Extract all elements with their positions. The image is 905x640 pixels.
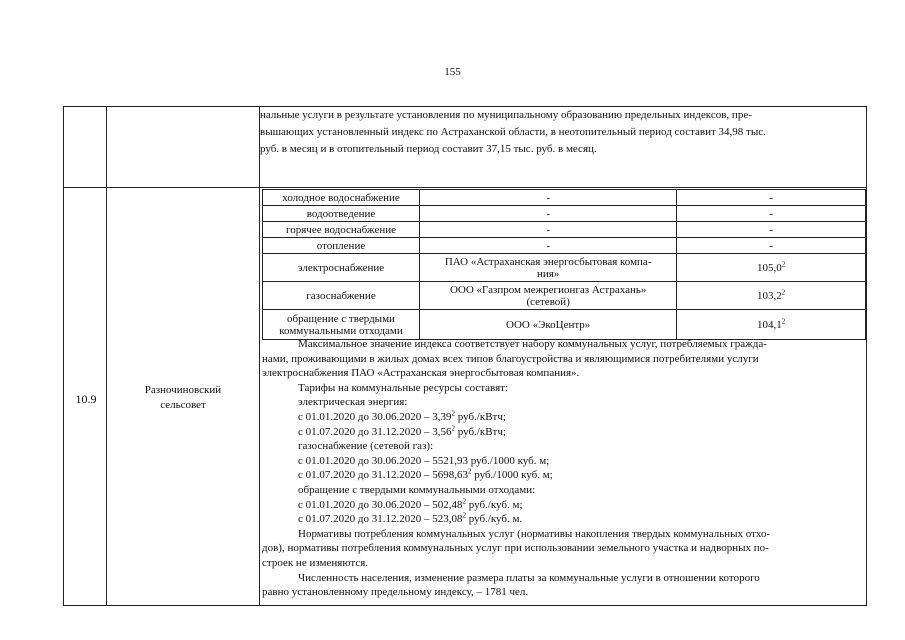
service-index: - bbox=[677, 222, 866, 238]
text-line: дов), нормативы потребления коммунальных услуг при использовании земельного участка и надворных по- bbox=[262, 542, 769, 555]
service-index: - bbox=[677, 206, 866, 222]
municipality-name bbox=[108, 383, 258, 413]
footnote-mark: 2 bbox=[462, 511, 466, 520]
provider-line: ООО «Газпром межрегионгаз Астрахань» bbox=[449, 283, 647, 296]
footnote-mark: 2 bbox=[781, 316, 786, 325]
tariff-line bbox=[262, 512, 866, 527]
tariff-line bbox=[262, 498, 866, 513]
index-value: 104,1 bbox=[757, 318, 782, 331]
tariff-group-title: газоснабжение (сетевой газ): bbox=[298, 440, 434, 453]
footnote-mark: 2 bbox=[451, 423, 455, 432]
service-name: водоотведение bbox=[263, 206, 420, 222]
service-name: горячее водоснабжение bbox=[263, 222, 420, 238]
text-line: руб. в месяц и в отопительный период составит 37,15 тыс. руб. в месяц. bbox=[260, 143, 597, 155]
provider-line: ПАО «Астраханская энергосбытовая компа- bbox=[444, 255, 652, 268]
text-line: электроснабжения ПАО «Астраханская энергосбытовая компания». bbox=[262, 367, 580, 380]
service-row bbox=[263, 222, 866, 238]
tariff-line bbox=[262, 454, 866, 469]
tariff-unit: руб./1000 куб. м; bbox=[471, 469, 553, 482]
service-name-line: коммунальными отходами bbox=[279, 324, 403, 337]
footnote-mark: 2 bbox=[467, 467, 472, 476]
service-provider: - bbox=[420, 190, 677, 206]
tariff-group-title: обращение с твердыми коммунальными отходами: bbox=[298, 483, 536, 496]
row-divider bbox=[64, 187, 866, 188]
tariff-line bbox=[262, 425, 866, 440]
service-row bbox=[263, 310, 866, 340]
text-line: Нормативы потребления коммунальных услуг (нормативы накопления твердых коммунальных отхо- bbox=[298, 527, 771, 540]
service-row bbox=[263, 238, 866, 254]
service-provider: - bbox=[420, 238, 677, 254]
tariff-text: с 01.01.2020 до 30.06.2020 – 5521,93 руб./1000 куб. м; bbox=[298, 454, 550, 467]
document-table bbox=[63, 106, 867, 606]
services-table bbox=[262, 189, 866, 340]
service-row bbox=[263, 254, 866, 282]
description-text bbox=[262, 337, 866, 600]
text-line: нальные услуги в результате установления по муниципальному образованию предельных индексов, пре- bbox=[260, 109, 752, 121]
service-provider: - bbox=[420, 206, 677, 222]
tariff-text: с 01.07.2020 до 31.12.2020 – 5698,63 bbox=[298, 469, 468, 482]
tariff-unit: руб./кВтч; bbox=[454, 425, 506, 438]
service-name-line: обращение с твердыми bbox=[287, 312, 395, 325]
tariff-text: с 01.07.2020 до 31.12.2020 – 3,56 bbox=[298, 425, 452, 438]
service-index: - bbox=[677, 238, 866, 254]
tariff-unit: руб./кВтч; bbox=[454, 410, 506, 423]
service-provider bbox=[420, 254, 677, 282]
column-divider bbox=[259, 107, 260, 605]
service-name: газоснабжение bbox=[263, 282, 420, 310]
service-row bbox=[263, 190, 866, 206]
service-provider: - bbox=[420, 222, 677, 238]
text-line: строек не изменяются. bbox=[262, 556, 369, 569]
municipality-name-line: Разночиновский bbox=[144, 384, 222, 396]
tariff-text: с 01.07.2020 до 31.12.2020 – 523,08 bbox=[298, 513, 463, 526]
text-line: равно установленному предельному индексу, – 1781 чел. bbox=[262, 586, 529, 599]
text-line: Максимальное значение индекса соответствует набору коммунальных услуг, потребляемых гражда- bbox=[298, 338, 767, 350]
text-line: Численность населения, изменение размера платы за коммунальные услуги в отношении которого bbox=[298, 571, 760, 584]
service-provider bbox=[420, 282, 677, 310]
municipality-name-line: сельсовет bbox=[160, 399, 206, 411]
text-line: нами, проживающими в жилых домах всех типов благоустройства и являющимися потребителями услуги bbox=[262, 352, 759, 365]
tariffs-heading: Тарифы на коммунальные ресурсы составят: bbox=[298, 381, 509, 394]
service-name: отопление bbox=[263, 238, 420, 254]
provider-line: ния» bbox=[536, 267, 560, 280]
tariff-unit: руб./куб. м. bbox=[465, 513, 523, 526]
tariff-line bbox=[262, 468, 866, 483]
index-value: 103,2 bbox=[757, 289, 782, 302]
service-row bbox=[263, 206, 866, 222]
footnote-mark: 2 bbox=[451, 409, 455, 418]
tariff-text: с 01.01.2020 до 30.06.2020 – 502,48 bbox=[298, 498, 463, 511]
service-index bbox=[677, 254, 866, 282]
service-row bbox=[263, 282, 866, 310]
footnote-mark: 2 bbox=[462, 496, 466, 505]
provider-line: (сетевой) bbox=[526, 295, 570, 308]
tariff-group-title: электрическая энергия: bbox=[298, 396, 408, 409]
column-divider bbox=[106, 107, 107, 605]
footnote-mark: 2 bbox=[781, 287, 786, 296]
text-line: вышающих установленный индекс по Астраханской области, в неотопительный период составит 34,98 тыс. bbox=[260, 126, 766, 138]
footnote-mark: 2 bbox=[781, 259, 786, 268]
service-name: электроснабжение bbox=[263, 254, 420, 282]
service-index: - bbox=[677, 190, 866, 206]
row-number: 10.9 bbox=[75, 392, 97, 406]
tariff-line bbox=[262, 410, 866, 425]
tariff-unit: руб./куб. м; bbox=[465, 498, 523, 511]
service-index bbox=[677, 310, 866, 340]
service-provider: ООО «ЭкоЦентр» bbox=[420, 310, 677, 340]
index-value: 105,0 bbox=[757, 261, 782, 274]
tariff-text: с 01.01.2020 до 30.06.2020 – 3,39 bbox=[298, 410, 452, 423]
top-paragraph bbox=[260, 107, 864, 158]
service-index bbox=[677, 282, 866, 310]
page-number: 155 bbox=[444, 66, 461, 78]
service-name: холодное водоснабжение bbox=[263, 190, 420, 206]
service-name bbox=[263, 310, 420, 340]
